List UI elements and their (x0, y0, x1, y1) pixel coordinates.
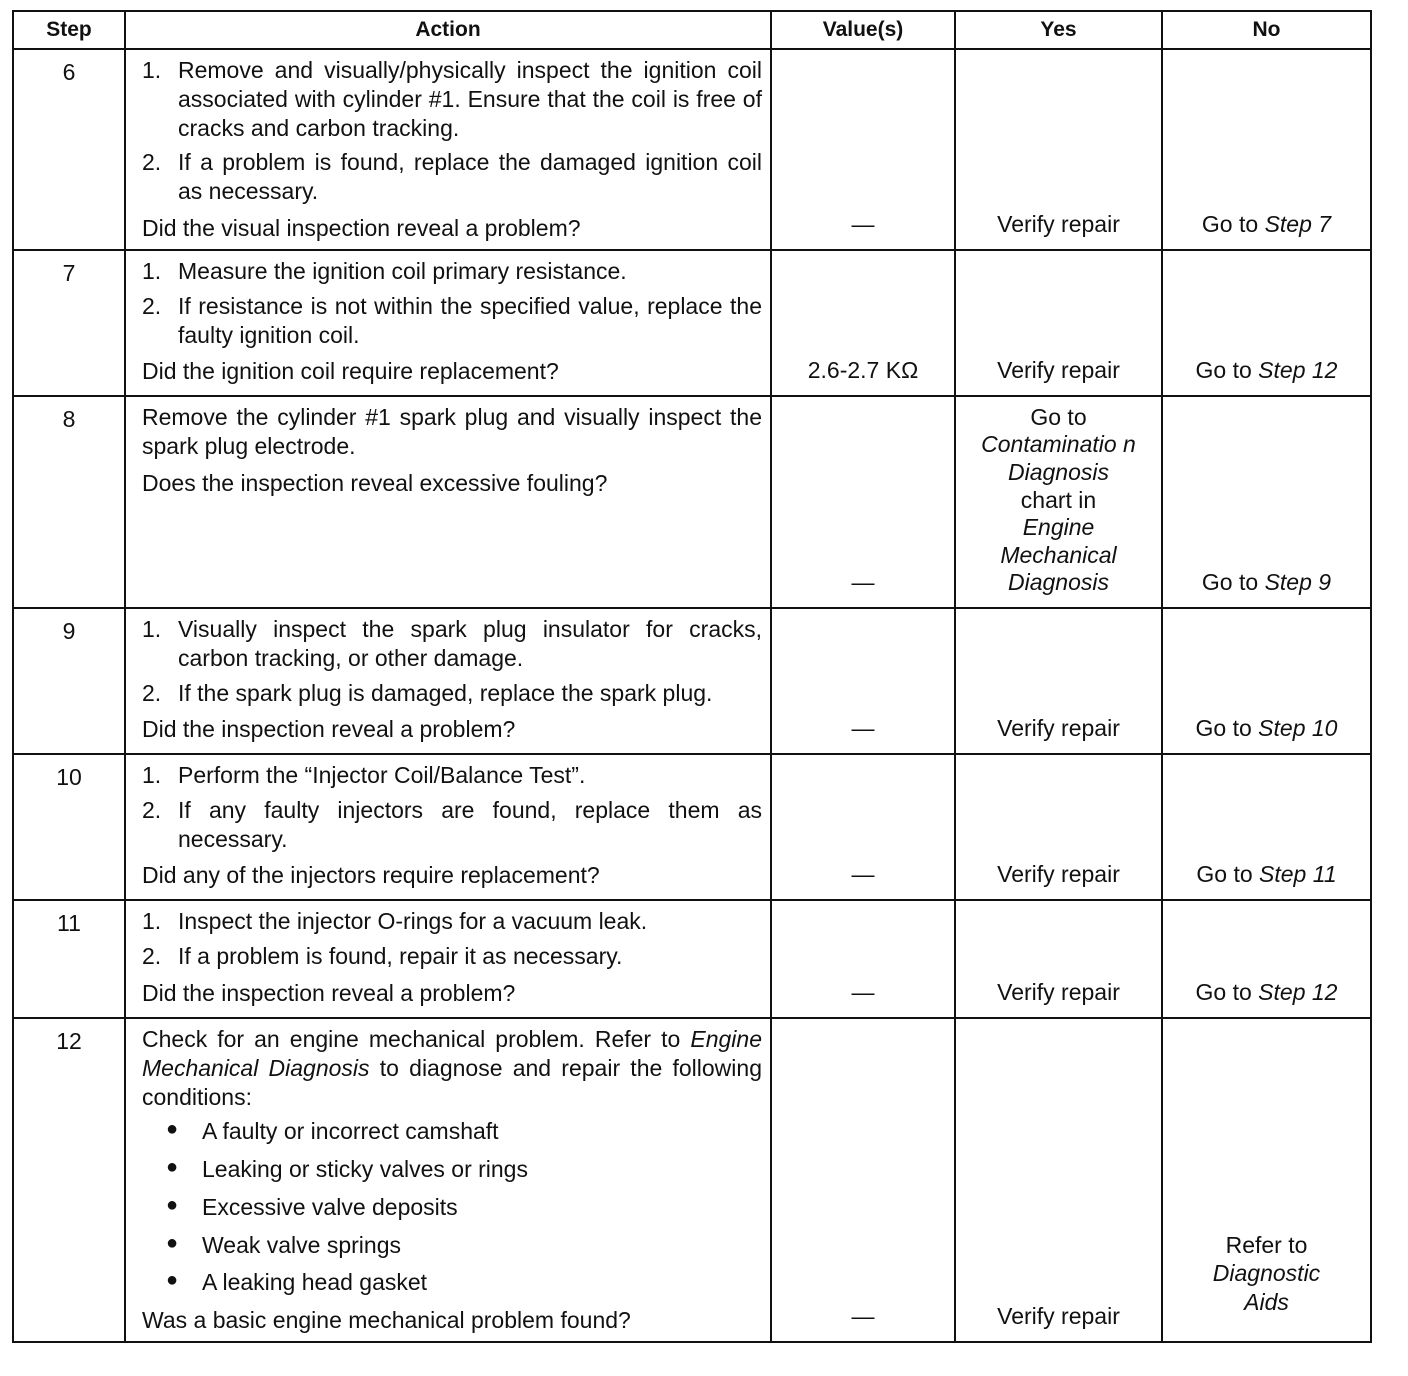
table-row (13, 49, 1371, 250)
no-prefix: Go to (1195, 715, 1259, 742)
action-list (142, 257, 762, 349)
step-link[interactable]: Step 9 (1264, 569, 1332, 596)
list-number: 1. (142, 616, 162, 642)
action-question: Does the inspection reveal excessive fouling? (142, 469, 608, 496)
step-number: 9 (13, 608, 125, 754)
bullet-icon: ● (165, 1231, 179, 1254)
bullet-text: A faulty or incorrect camshaft (202, 1118, 499, 1145)
header-action: Action (125, 11, 771, 49)
table-row (13, 1018, 1371, 1342)
yes-mid: chart in (1020, 486, 1097, 513)
list-item (142, 292, 762, 350)
yes-cell: Verify repair (955, 250, 1162, 396)
action-list (142, 615, 762, 707)
yes-cell: Verify repair (955, 900, 1162, 1018)
list-text: Visually inspect the spark plug insulator for cracks, carbon tracking, or other damage. (178, 616, 762, 671)
no-cell (1162, 49, 1371, 250)
list-item (142, 1268, 762, 1297)
no-cell (1162, 250, 1371, 396)
list-item (142, 1117, 762, 1146)
table-row (13, 900, 1371, 1018)
list-item (142, 56, 762, 142)
list-number: 2. (142, 679, 162, 706)
list-item (142, 761, 762, 790)
bullet-icon: ● (165, 1156, 179, 1178)
list-text: Perform the “Injector Coil/Balance Test”. (178, 762, 586, 788)
bullet-icon: ● (165, 1118, 179, 1141)
list-item (142, 1231, 762, 1260)
step-link[interactable]: Step 12 (1258, 979, 1338, 1006)
diagnostic-table (12, 10, 1372, 1343)
list-text: If the spark plug is damaged, replace the spark plug. (178, 679, 713, 706)
action-cell (125, 49, 771, 250)
list-item (142, 257, 762, 286)
header-row (13, 11, 1371, 49)
yes-prefix: Go to (1030, 403, 1087, 430)
list-item (142, 942, 762, 971)
list-item (142, 679, 762, 708)
value-cell: — (771, 49, 955, 250)
action-question: Did any of the injectors require replacement? (142, 862, 600, 889)
list-item (142, 907, 762, 936)
header-values: Value(s) (771, 11, 955, 49)
action-cell (125, 1018, 771, 1342)
intro-text: Check for an engine mechanical problem. Refer to (142, 1026, 691, 1052)
bullet-icon: ● (165, 1193, 179, 1216)
yes-cell: Verify repair (955, 49, 1162, 250)
list-number: 2. (142, 149, 162, 176)
action-question: Did the ignition coil require replacement? (142, 358, 559, 385)
action-list (142, 907, 762, 971)
list-item (142, 615, 762, 673)
list-text: If any faulty injectors are found, replace them as necessary. (178, 796, 762, 852)
action-list (142, 56, 762, 206)
yes-cell: Verify repair (955, 754, 1162, 900)
no-prefix: Go to (1196, 861, 1260, 888)
step-number: 8 (13, 396, 125, 608)
value-cell: — (771, 608, 955, 754)
intro-text-end: to diagnose and repair the following conditions: (142, 1054, 762, 1110)
step-link[interactable]: Step 10 (1258, 715, 1338, 742)
list-number: 2. (142, 942, 162, 969)
list-number: 1. (142, 762, 162, 788)
list-text: Measure the ignition coil primary resistance. (178, 258, 627, 284)
bullet-text: Leaking or sticky valves or rings (202, 1156, 528, 1182)
engine-mechanical-diagnosis-ref[interactable]: Engine Mechanical Diagnosis (142, 1026, 762, 1081)
yes-cell: Verify repair (955, 1018, 1162, 1342)
action-question: Was a basic engine mechanical problem found? (142, 1307, 631, 1333)
value-cell: — (771, 1018, 955, 1342)
list-text: Remove and visually/physically inspect the ignition coil associated with cylinder #1. Ensure that the coil is free of cracks and carbon tracking. (178, 57, 762, 141)
no-prefix: Go to (1201, 211, 1265, 238)
action-list (142, 761, 762, 853)
no-cell (1162, 396, 1371, 608)
action-question: Did the inspection reveal a problem? (142, 979, 516, 1006)
step-number: 12 (13, 1018, 125, 1342)
list-text: If a problem is found, replace the damaged ignition coil as necessary. (178, 149, 762, 204)
no-prefix: Go to (1201, 569, 1265, 596)
step-number: 7 (13, 250, 125, 396)
list-text: If a problem is found, repair it as necessary. (178, 942, 623, 969)
value-cell: — (771, 396, 955, 608)
list-number: 2. (142, 796, 162, 823)
action-text: Remove the cylinder #1 spark plug and visually inspect the spark plug electrode. (142, 404, 762, 459)
action-cell (125, 250, 771, 396)
table-row (13, 396, 1371, 608)
list-item (142, 1155, 762, 1184)
table-row (13, 754, 1371, 900)
no-cell (1162, 608, 1371, 754)
value-cell: — (771, 900, 955, 1018)
table-row (13, 250, 1371, 396)
header-step: Step (13, 11, 125, 49)
list-text: Inspect the injector O-rings for a vacuum leak. (178, 908, 648, 934)
header-no: No (1162, 11, 1371, 49)
list-item (142, 148, 762, 206)
no-cell (1162, 1018, 1371, 1342)
value-cell: — (771, 754, 955, 900)
yes-cell (955, 396, 1162, 608)
conditions-list (142, 1117, 762, 1297)
no-cell (1162, 754, 1371, 900)
no-prefix: Go to (1195, 357, 1259, 384)
list-text: If resistance is not within the specified value, replace the faulty ignition coil. (178, 292, 762, 348)
step-link[interactable]: Step 11 (1259, 861, 1337, 888)
action-cell (125, 396, 771, 608)
list-number: 1. (142, 258, 162, 284)
list-number: 1. (142, 57, 162, 83)
step-number: 10 (13, 754, 125, 900)
action-text (142, 1025, 762, 1111)
step-number: 6 (13, 49, 125, 250)
contamination-diagnosis-link[interactable]: Contaminatio n Diagnosis (981, 431, 1136, 486)
engine-mechanical-diagnosis-link[interactable]: Engine Mechanical Diagnosis (1000, 514, 1117, 596)
yes-cell: Verify repair (955, 608, 1162, 754)
action-cell (125, 754, 771, 900)
list-number: 2. (142, 292, 162, 319)
no-prefix: Refer to (1225, 1231, 1308, 1258)
table-row (13, 608, 1371, 754)
header-yes: Yes (955, 11, 1162, 49)
bullet-icon: ● (165, 1269, 179, 1292)
action-cell (125, 608, 771, 754)
list-item (142, 1193, 762, 1222)
action-question: Did the visual inspection reveal a problem? (142, 214, 581, 241)
step-number: 11 (13, 900, 125, 1018)
list-item (142, 796, 762, 854)
bullet-text: A leaking head gasket (202, 1269, 428, 1296)
action-cell (125, 900, 771, 1018)
list-number: 1. (142, 908, 162, 934)
bullet-text: Weak valve springs (202, 1231, 401, 1258)
step-link[interactable]: Step 7 (1264, 211, 1332, 238)
action-question: Did the inspection reveal a problem? (142, 716, 516, 743)
value-cell: 2.6-2.7 KΩ (771, 250, 955, 396)
no-cell (1162, 900, 1371, 1018)
bullet-text: Excessive valve deposits (202, 1193, 458, 1220)
no-prefix: Go to (1195, 979, 1259, 1006)
diagnostic-aids-link[interactable]: Diagnostic Aids (1212, 1260, 1321, 1315)
step-link[interactable]: Step 12 (1258, 357, 1338, 384)
